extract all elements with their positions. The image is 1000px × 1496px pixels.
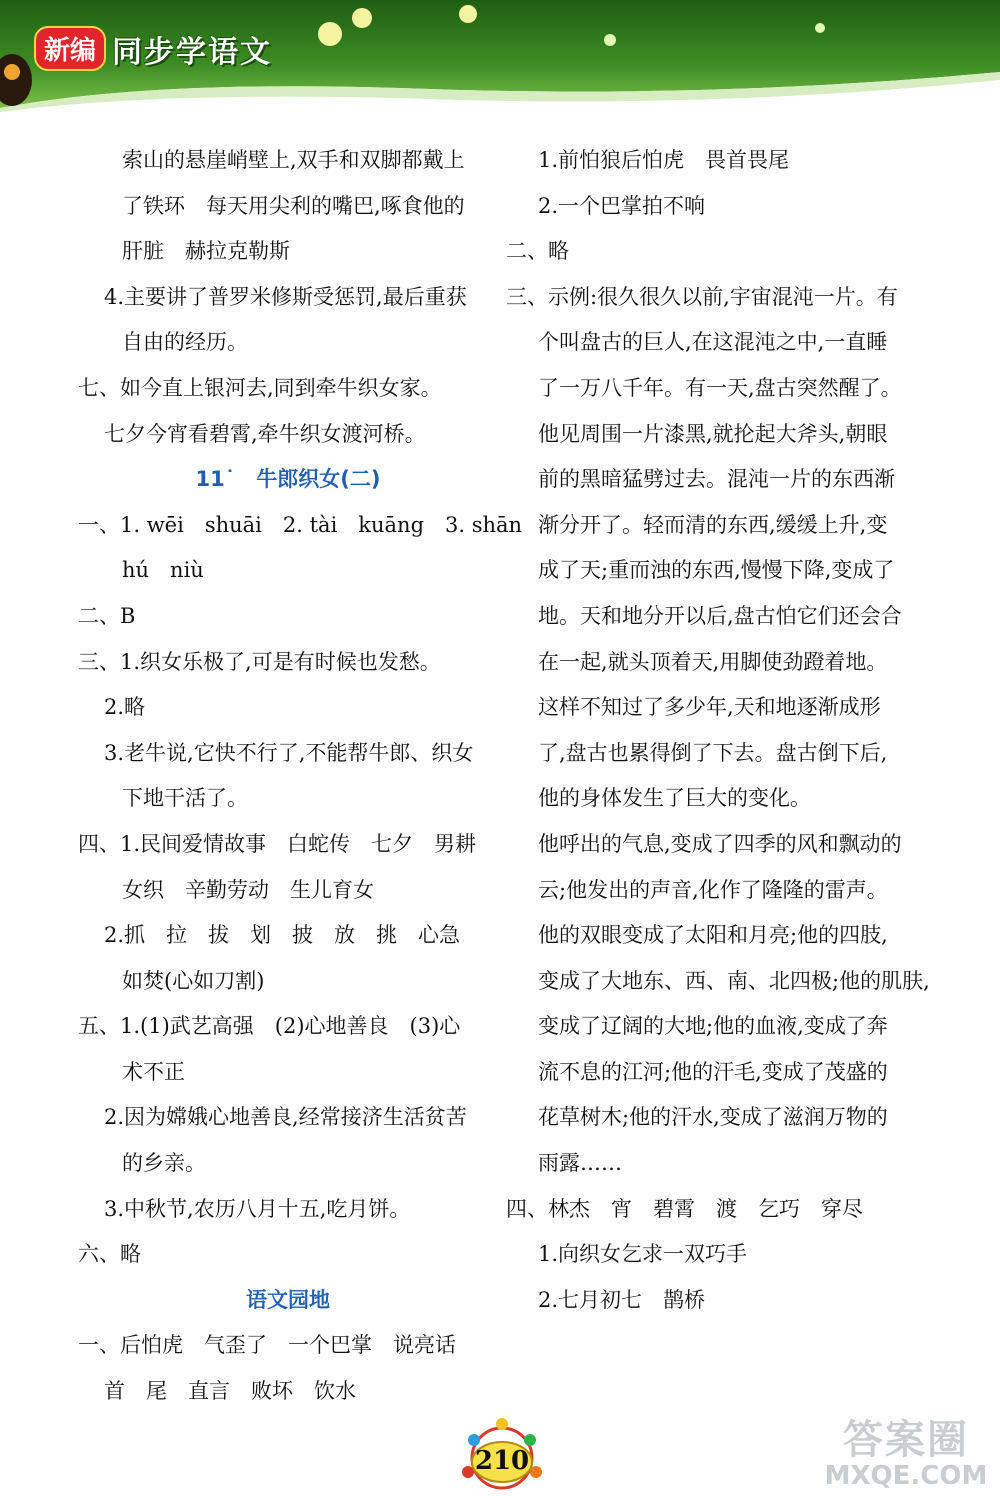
answer-line: 了,盘古也累得倒了下去。盘古倒下后, — [538, 740, 888, 765]
answer-line: 他的身体发生了巨大的变化。 — [538, 786, 811, 811]
answer-line: 二、B — [78, 603, 136, 628]
answer-line: 前的黑暗猛劈过去。混沌一片的东西渐 — [538, 467, 895, 492]
answer-line: 七夕今宵看碧霄,牵牛织女渡河桥。 — [104, 421, 426, 446]
answer-line: 了铁环 每天用尖利的嘴巴,啄食他的 — [122, 193, 465, 218]
answer-line: 1.向织女乞求一双巧手 — [538, 1242, 748, 1267]
answer-line: 肝脏 赫拉克勒斯 — [122, 239, 290, 264]
section-heading: 11˙ 牛郎织女(二) — [195, 467, 381, 492]
answer-line: 成了天;重而浊的东西,慢慢下降,变成了 — [538, 558, 895, 583]
answer-line: 他见周围一片漆黑,就抡起大斧头,朝眼 — [538, 421, 888, 446]
answer-line: 六、略 — [78, 1242, 141, 1267]
answer-line: 地。天和地分开以后,盘古怕它们还会合 — [538, 603, 902, 628]
dandelion-icon — [318, 22, 342, 46]
answer-line: 变成了大地东、西、南、北四极;他的肌肤, — [538, 968, 930, 993]
left-answer-column — [78, 138, 523, 1415]
watermark-logo-text: 答案圈 — [843, 1417, 969, 1463]
book-title-text: 同步学语文 — [112, 34, 273, 70]
answer-line: 云;他发出的声音,化作了隆隆的雷声。 — [538, 877, 888, 902]
answer-line: 女织 辛勤劳动 生儿育女 — [122, 877, 374, 902]
answer-line: 4.主要讲了普罗米修斯受惩罚,最后重获 — [104, 284, 467, 309]
answer-line: 流不息的江河;他的汗毛,变成了茂盛的 — [538, 1059, 888, 1084]
answer-line: 雨露…… — [538, 1151, 622, 1176]
answer-line: 3.中秋节,农历八月十五,吃月饼。 — [104, 1196, 411, 1221]
answer-line: 3.老牛说,它快不行了,不能帮牛郎、织女 — [104, 740, 474, 765]
right-answer-column — [506, 138, 930, 1323]
watermark-url: MXQE.COM — [824, 1461, 988, 1491]
answer-line: 2.七月初七 鹊桥 — [538, 1287, 706, 1312]
answer-line: 了一万八千年。有一天,盘古突然醒了。 — [538, 375, 902, 400]
answer-line: 这样不知过了多少年,天和地逐渐成形 — [538, 695, 881, 720]
answer-line: 四、林杰 宵 碧霄 渡 乞巧 穿尽 — [506, 1196, 863, 1221]
answer-line: 术不正 — [122, 1059, 185, 1084]
answer-line: 七、如今直上银河去,同到牵牛织女家。 — [78, 375, 442, 400]
answer-line: hú niù — [122, 558, 204, 583]
answer-line: 2.略 — [104, 695, 146, 720]
answer-line: 四、1.民间爱情故事 白蛇传 七夕 男耕 — [78, 831, 477, 856]
answer-line: 1.前怕狼后怕虎 畏首畏尾 — [538, 148, 790, 172]
page-number-badge — [452, 1412, 552, 1492]
answer-line: 自由的经历。 — [122, 330, 248, 355]
answer-line: 如焚(心如刀割) — [122, 968, 265, 993]
answer-line: 渐分开了。轻而清的东西,缓缓上升,变 — [538, 512, 888, 537]
answer-line: 一、1. wēi shuāi 2. tài kuāng 3. shān — [78, 512, 523, 537]
edition-badge: 新编 — [34, 26, 106, 71]
answer-line: 五、1.(1)武艺高强 (2)心地善良 (3)心 — [78, 1014, 461, 1039]
answer-line: 2.抓 拉 拔 划 披 放 挑 心急 — [104, 923, 461, 948]
page-number: 210 — [474, 1446, 530, 1476]
book-title — [34, 26, 272, 71]
answer-line: 三、1.织女乐极了,可是有时候也发愁。 — [78, 649, 441, 674]
answer-line: 三、示例:很久很久以前,宇宙混沌一片。有 — [506, 284, 898, 309]
answer-line: 下地干活了。 — [122, 786, 248, 811]
answer-line: 的乡亲。 — [122, 1151, 206, 1176]
answer-line: 个叫盘古的巨人,在这混沌之中,一直睡 — [538, 330, 888, 355]
answer-line: 花草树木;他的汗水,变成了滋润万物的 — [538, 1105, 888, 1130]
section-heading: 语文园地 — [246, 1287, 330, 1312]
answer-line: 他的双眼变成了太阳和月亮;他的四肢, — [538, 923, 888, 948]
watermark — [816, 1408, 996, 1492]
answer-line: 索山的悬崖峭壁上,双手和双脚都戴上 — [122, 148, 465, 172]
answer-line: 首 尾 直言 败坏 饮水 — [104, 1379, 356, 1404]
answer-line: 2.因为嫦娥心地善良,经常接济生活贫苦 — [104, 1105, 467, 1130]
answer-line: 变成了辽阔的大地;他的血液,变成了奔 — [538, 1014, 888, 1039]
header-banner — [0, 0, 1000, 112]
answer-line: 2.一个巴掌拍不响 — [538, 193, 706, 218]
answer-line: 二、略 — [506, 239, 569, 264]
answer-line: 在一起,就头顶着天,用脚使劲蹬着地。 — [538, 649, 888, 674]
answer-line: 一、后怕虎 气歪了 一个巴掌 说亮话 — [78, 1333, 456, 1358]
answer-line: 他呼出的气息,变成了四季的风和飘动的 — [538, 831, 902, 856]
